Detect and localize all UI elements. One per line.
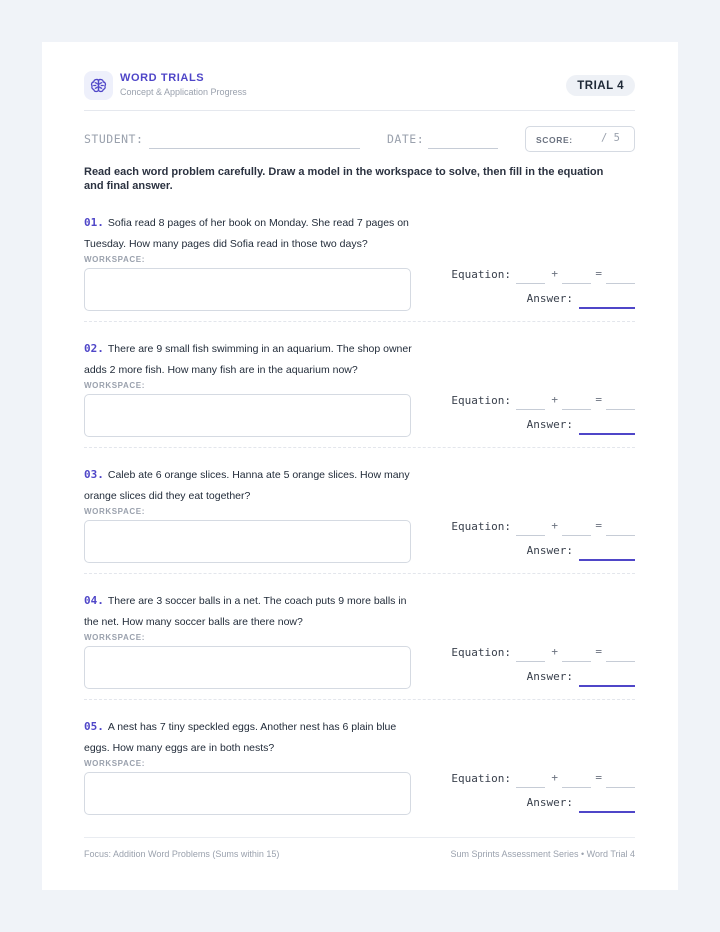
addend-2-blank[interactable]	[562, 787, 591, 788]
problem-item	[84, 218, 635, 330]
student-label: STUDENT:	[84, 132, 144, 146]
answer-label: Answer:	[526, 670, 573, 683]
problem-item	[84, 470, 635, 582]
problem-number: 01.	[84, 216, 104, 229]
sum-blank[interactable]	[606, 787, 635, 788]
problem-divider	[84, 321, 635, 322]
problem-text	[84, 590, 424, 633]
equation-label: Equation:	[451, 268, 511, 281]
answer-field[interactable]	[579, 811, 635, 813]
answer-label: Answer:	[526, 418, 573, 431]
answer-field[interactable]	[579, 433, 635, 435]
equation-label: Equation:	[451, 646, 511, 659]
addend-2-blank[interactable]	[562, 661, 591, 662]
plus-sign: +	[551, 771, 558, 784]
addend-1-blank[interactable]	[516, 661, 545, 662]
problem-text	[84, 464, 424, 507]
worksheet-header	[84, 71, 635, 111]
problem-divider	[84, 573, 635, 574]
plus-sign: +	[551, 267, 558, 280]
answer-field[interactable]	[579, 685, 635, 687]
sum-blank[interactable]	[606, 661, 635, 662]
workspace-box[interactable]	[84, 646, 411, 689]
problem-number: 02.	[84, 342, 104, 355]
problem-text	[84, 212, 424, 255]
instructions: Read each word problem carefully. Draw a model in the workspace to solve, then fill in the equation and final answer.	[84, 166, 604, 192]
brand-subtitle: Concept & Application Progress	[120, 87, 247, 97]
equation-label: Equation:	[451, 394, 511, 407]
brand-title: WORD TRIALS	[120, 72, 205, 84]
score-box[interactable]	[525, 126, 635, 152]
workspace-label: WORKSPACE:	[84, 633, 145, 642]
problem-statement: There are 9 small fish swimming in an aquarium. The shop owner adds 2 more fish. How many fish are in the aquarium now?	[84, 343, 412, 376]
workspace-box[interactable]	[84, 772, 411, 815]
equals-sign: =	[595, 645, 602, 658]
addend-1-blank[interactable]	[516, 787, 545, 788]
equals-sign: =	[595, 267, 602, 280]
student-name-field[interactable]	[149, 148, 360, 149]
equation-label: Equation:	[451, 520, 511, 533]
plus-sign: +	[551, 393, 558, 406]
workspace-box[interactable]	[84, 394, 411, 437]
problem-statement: Caleb ate 6 orange slices. Hanna ate 5 orange slices. How many orange slices did they eat together?	[84, 469, 410, 502]
addend-1-blank[interactable]	[516, 283, 545, 284]
brain-icon	[84, 71, 113, 100]
footer-divider	[84, 837, 635, 838]
sum-blank[interactable]	[606, 535, 635, 536]
addend-2-blank[interactable]	[562, 409, 591, 410]
problem-number: 04.	[84, 594, 104, 607]
equals-sign: =	[595, 771, 602, 784]
problem-divider	[84, 447, 635, 448]
problem-number: 05.	[84, 720, 104, 733]
date-label: DATE:	[387, 132, 425, 146]
plus-sign: +	[551, 645, 558, 658]
problem-divider	[84, 699, 635, 700]
score-value: / 5	[601, 132, 620, 144]
problem-item	[84, 344, 635, 456]
date-field[interactable]	[428, 148, 498, 149]
addend-2-blank[interactable]	[562, 283, 591, 284]
plus-sign: +	[551, 519, 558, 532]
trial-badge: TRIAL 4	[566, 75, 635, 96]
problem-item	[84, 596, 635, 708]
score-label: SCORE:	[536, 135, 573, 145]
workspace-label: WORKSPACE:	[84, 381, 145, 390]
equals-sign: =	[595, 519, 602, 532]
header-divider	[84, 110, 635, 111]
footer-focus: Focus: Addition Word Problems (Sums within 15)	[84, 849, 280, 859]
problem-item	[84, 722, 635, 834]
problem-text	[84, 716, 424, 759]
workspace-box[interactable]	[84, 520, 411, 563]
answer-label: Answer:	[526, 796, 573, 809]
answer-field[interactable]	[579, 559, 635, 561]
workspace-label: WORKSPACE:	[84, 507, 145, 516]
problem-text	[84, 338, 424, 381]
worksheet-page	[42, 42, 678, 890]
problem-statement: There are 3 soccer balls in a net. The coach puts 9 more balls in the net. How many soccer balls are there now?	[84, 595, 407, 628]
addend-1-blank[interactable]	[516, 535, 545, 536]
problem-statement: A nest has 7 tiny speckled eggs. Another nest has 6 plain blue eggs. How many eggs are in both nests?	[84, 721, 397, 754]
workspace-label: WORKSPACE:	[84, 759, 145, 768]
problem-number: 03.	[84, 468, 104, 481]
problem-statement: Sofia read 8 pages of her book on Monday. She read 7 pages on Tuesday. How many pages did Sofia read in those two days?	[84, 217, 409, 250]
answer-field[interactable]	[579, 307, 635, 309]
equation-label: Equation:	[451, 772, 511, 785]
footer-series: Sum Sprints Assessment Series • Word Trial 4	[450, 849, 635, 859]
sum-blank[interactable]	[606, 283, 635, 284]
answer-label: Answer:	[526, 292, 573, 305]
workspace-label: WORKSPACE:	[84, 255, 145, 264]
addend-1-blank[interactable]	[516, 409, 545, 410]
addend-2-blank[interactable]	[562, 535, 591, 536]
student-info-row	[84, 126, 635, 152]
equals-sign: =	[595, 393, 602, 406]
answer-label: Answer:	[526, 544, 573, 557]
workspace-box[interactable]	[84, 268, 411, 311]
sum-blank[interactable]	[606, 409, 635, 410]
